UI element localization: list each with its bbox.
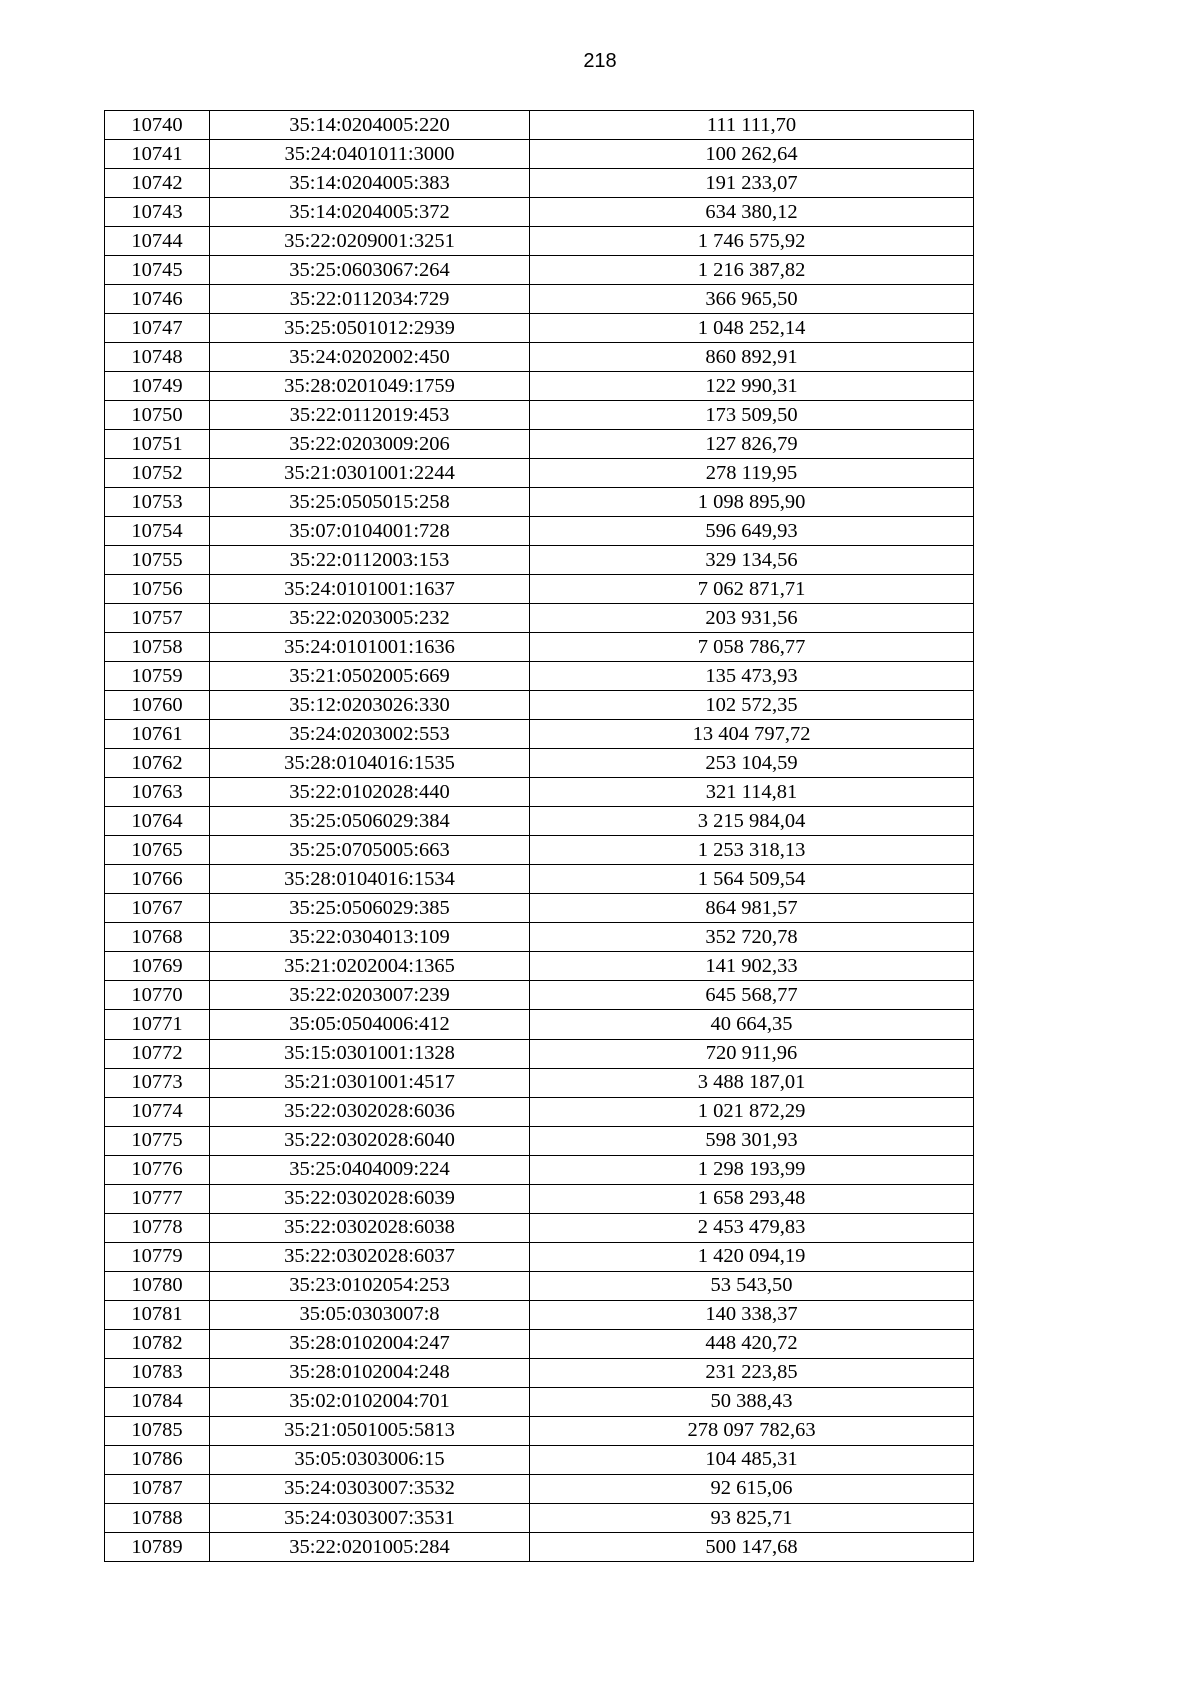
cadastral-value-cell: 7 062 871,71 xyxy=(530,575,974,604)
cadastral-number-cell: 35:25:0506029:385 xyxy=(210,894,530,923)
table-row xyxy=(105,430,974,459)
table-row xyxy=(105,111,974,140)
row-number-cell: 10786 xyxy=(105,1445,210,1474)
table-row xyxy=(105,1068,974,1097)
row-number-cell: 10788 xyxy=(105,1503,210,1532)
row-number-cell: 10767 xyxy=(105,894,210,923)
table-row xyxy=(105,1213,974,1242)
cadastral-value-cell: 366 965,50 xyxy=(530,285,974,314)
cadastral-number-cell: 35:21:0502005:669 xyxy=(210,662,530,691)
cadastral-value-cell: 122 990,31 xyxy=(530,372,974,401)
cadastral-number-cell: 35:22:0304013:109 xyxy=(210,923,530,952)
cadastral-value-cell: 1 746 575,92 xyxy=(530,227,974,256)
cadastral-number-cell: 35:05:0504006:412 xyxy=(210,1010,530,1039)
cadastral-number-cell: 35:28:0104016:1534 xyxy=(210,865,530,894)
cadastral-value-cell: 203 931,56 xyxy=(530,604,974,633)
table-row xyxy=(105,749,974,778)
row-number-cell: 10744 xyxy=(105,227,210,256)
cadastral-value-cell: 448 420,72 xyxy=(530,1329,974,1358)
cadastral-value-cell: 598 301,93 xyxy=(530,1126,974,1155)
row-number-cell: 10754 xyxy=(105,517,210,546)
row-number-cell: 10743 xyxy=(105,198,210,227)
row-number-cell: 10778 xyxy=(105,1213,210,1242)
row-number-cell: 10752 xyxy=(105,459,210,488)
table-row xyxy=(105,227,974,256)
table-row xyxy=(105,140,974,169)
row-number-cell: 10776 xyxy=(105,1155,210,1184)
table-row xyxy=(105,285,974,314)
cadastral-number-cell: 35:22:0302028:6040 xyxy=(210,1126,530,1155)
cadastral-value-cell: 111 111,70 xyxy=(530,111,974,140)
cadastral-number-cell: 35:24:0401011:3000 xyxy=(210,140,530,169)
row-number-cell: 10765 xyxy=(105,836,210,865)
row-number-cell: 10748 xyxy=(105,343,210,372)
cadastral-number-cell: 35:15:0301001:1328 xyxy=(210,1039,530,1068)
row-number-cell: 10783 xyxy=(105,1358,210,1387)
cadastral-number-cell: 35:25:0603067:264 xyxy=(210,256,530,285)
cadastral-value-cell: 634 380,12 xyxy=(530,198,974,227)
table-row xyxy=(105,633,974,662)
row-number-cell: 10787 xyxy=(105,1474,210,1503)
cadastral-value-cell: 253 104,59 xyxy=(530,749,974,778)
cadastral-number-cell: 35:22:0112003:153 xyxy=(210,546,530,575)
cadastral-value-cell: 1 658 293,48 xyxy=(530,1184,974,1213)
cadastral-number-cell: 35:22:0112034:729 xyxy=(210,285,530,314)
cadastral-number-cell: 35:25:0705005:663 xyxy=(210,836,530,865)
cadastral-value-cell: 40 664,35 xyxy=(530,1010,974,1039)
table-row xyxy=(105,691,974,720)
cadastral-number-cell: 35:02:0102004:701 xyxy=(210,1387,530,1416)
row-number-cell: 10751 xyxy=(105,430,210,459)
table-row xyxy=(105,720,974,749)
cadastral-number-cell: 35:22:0302028:6038 xyxy=(210,1213,530,1242)
cadastral-number-cell: 35:24:0101001:1637 xyxy=(210,575,530,604)
table-row xyxy=(105,836,974,865)
cadastral-number-cell: 35:14:0204005:383 xyxy=(210,169,530,198)
cadastral-number-cell: 35:22:0201005:284 xyxy=(210,1532,530,1561)
row-number-cell: 10763 xyxy=(105,778,210,807)
cadastral-value-cell: 92 615,06 xyxy=(530,1474,974,1503)
table-row xyxy=(105,981,974,1010)
cadastral-value-cell: 100 262,64 xyxy=(530,140,974,169)
cadastral-value-cell: 720 911,96 xyxy=(530,1039,974,1068)
table-row xyxy=(105,1329,974,1358)
cadastral-value-cell: 645 568,77 xyxy=(530,981,974,1010)
cadastral-value-cell: 321 114,81 xyxy=(530,778,974,807)
cadastral-value-cell: 864 981,57 xyxy=(530,894,974,923)
cadastral-number-cell: 35:28:0102004:248 xyxy=(210,1358,530,1387)
row-number-cell: 10746 xyxy=(105,285,210,314)
registry-table xyxy=(104,110,974,1562)
cadastral-number-cell: 35:22:0203005:232 xyxy=(210,604,530,633)
cadastral-number-cell: 35:28:0104016:1535 xyxy=(210,749,530,778)
cadastral-number-cell: 35:25:0506029:384 xyxy=(210,807,530,836)
cadastral-value-cell: 1 048 252,14 xyxy=(530,314,974,343)
table-row xyxy=(105,401,974,430)
row-number-cell: 10747 xyxy=(105,314,210,343)
row-number-cell: 10749 xyxy=(105,372,210,401)
table-row xyxy=(105,894,974,923)
cadastral-value-cell: 352 720,78 xyxy=(530,923,974,952)
cadastral-value-cell: 1 420 094,19 xyxy=(530,1242,974,1271)
row-number-cell: 10784 xyxy=(105,1387,210,1416)
table-row xyxy=(105,1010,974,1039)
cadastral-number-cell: 35:24:0101001:1636 xyxy=(210,633,530,662)
row-number-cell: 10764 xyxy=(105,807,210,836)
table-row xyxy=(105,1416,974,1445)
cadastral-number-cell: 35:24:0303007:3532 xyxy=(210,1474,530,1503)
row-number-cell: 10758 xyxy=(105,633,210,662)
table-row xyxy=(105,488,974,517)
cadastral-value-cell: 93 825,71 xyxy=(530,1503,974,1532)
row-number-cell: 10750 xyxy=(105,401,210,430)
row-number-cell: 10745 xyxy=(105,256,210,285)
table-row xyxy=(105,517,974,546)
row-number-cell: 10779 xyxy=(105,1242,210,1271)
table-row xyxy=(105,1358,974,1387)
row-number-cell: 10789 xyxy=(105,1532,210,1561)
table-row xyxy=(105,1503,974,1532)
cadastral-number-cell: 35:25:0404009:224 xyxy=(210,1155,530,1184)
cadastral-number-cell: 35:14:0204005:372 xyxy=(210,198,530,227)
cadastral-number-cell: 35:05:0303007:8 xyxy=(210,1300,530,1329)
table-body xyxy=(105,111,974,1562)
row-number-cell: 10742 xyxy=(105,169,210,198)
cadastral-number-cell: 35:23:0102054:253 xyxy=(210,1271,530,1300)
cadastral-number-cell: 35:07:0104001:728 xyxy=(210,517,530,546)
table-row xyxy=(105,865,974,894)
cadastral-number-cell: 35:12:0203026:330 xyxy=(210,691,530,720)
row-number-cell: 10781 xyxy=(105,1300,210,1329)
table-row xyxy=(105,1097,974,1126)
cadastral-value-cell: 53 543,50 xyxy=(530,1271,974,1300)
table-row xyxy=(105,952,974,981)
table-row xyxy=(105,1242,974,1271)
table-row xyxy=(105,1126,974,1155)
cadastral-number-cell: 35:22:0112019:453 xyxy=(210,401,530,430)
table-row xyxy=(105,575,974,604)
table-row xyxy=(105,778,974,807)
row-number-cell: 10753 xyxy=(105,488,210,517)
cadastral-number-cell: 35:28:0102004:247 xyxy=(210,1329,530,1358)
row-number-cell: 10768 xyxy=(105,923,210,952)
cadastral-value-cell: 231 223,85 xyxy=(530,1358,974,1387)
cadastral-number-cell: 35:21:0202004:1365 xyxy=(210,952,530,981)
cadastral-value-cell: 3 215 984,04 xyxy=(530,807,974,836)
cadastral-number-cell: 35:24:0202002:450 xyxy=(210,343,530,372)
cadastral-number-cell: 35:05:0303006:15 xyxy=(210,1445,530,1474)
cadastral-number-cell: 35:24:0203002:553 xyxy=(210,720,530,749)
cadastral-number-cell: 35:28:0201049:1759 xyxy=(210,372,530,401)
cadastral-value-cell: 135 473,93 xyxy=(530,662,974,691)
cadastral-number-cell: 35:22:0302028:6036 xyxy=(210,1097,530,1126)
table-row xyxy=(105,1039,974,1068)
row-number-cell: 10785 xyxy=(105,1416,210,1445)
row-number-cell: 10757 xyxy=(105,604,210,633)
row-number-cell: 10769 xyxy=(105,952,210,981)
row-number-cell: 10760 xyxy=(105,691,210,720)
cadastral-number-cell: 35:21:0501005:5813 xyxy=(210,1416,530,1445)
cadastral-value-cell: 278 119,95 xyxy=(530,459,974,488)
cadastral-number-cell: 35:25:0501012:2939 xyxy=(210,314,530,343)
cadastral-value-cell: 127 826,79 xyxy=(530,430,974,459)
cadastral-number-cell: 35:22:0302028:6037 xyxy=(210,1242,530,1271)
cadastral-number-cell: 35:22:0302028:6039 xyxy=(210,1184,530,1213)
cadastral-value-cell: 7 058 786,77 xyxy=(530,633,974,662)
cadastral-value-cell: 1 253 318,13 xyxy=(530,836,974,865)
cadastral-value-cell: 102 572,35 xyxy=(530,691,974,720)
cadastral-value-cell: 13 404 797,72 xyxy=(530,720,974,749)
row-number-cell: 10762 xyxy=(105,749,210,778)
table-row xyxy=(105,1445,974,1474)
cadastral-number-cell: 35:22:0102028:440 xyxy=(210,778,530,807)
row-number-cell: 10755 xyxy=(105,546,210,575)
cadastral-value-cell: 2 453 479,83 xyxy=(530,1213,974,1242)
table-row xyxy=(105,1387,974,1416)
table-row xyxy=(105,807,974,836)
table-row xyxy=(105,1532,974,1561)
row-number-cell: 10740 xyxy=(105,111,210,140)
cadastral-value-cell: 141 902,33 xyxy=(530,952,974,981)
cadastral-number-cell: 35:22:0209001:3251 xyxy=(210,227,530,256)
table-row xyxy=(105,314,974,343)
row-number-cell: 10761 xyxy=(105,720,210,749)
row-number-cell: 10771 xyxy=(105,1010,210,1039)
cadastral-value-cell: 173 509,50 xyxy=(530,401,974,430)
table-row xyxy=(105,604,974,633)
cadastral-value-cell: 3 488 187,01 xyxy=(530,1068,974,1097)
table-row xyxy=(105,1155,974,1184)
cadastral-value-cell: 140 338,37 xyxy=(530,1300,974,1329)
table-row xyxy=(105,923,974,952)
row-number-cell: 10774 xyxy=(105,1097,210,1126)
row-number-cell: 10777 xyxy=(105,1184,210,1213)
row-number-cell: 10741 xyxy=(105,140,210,169)
row-number-cell: 10770 xyxy=(105,981,210,1010)
row-number-cell: 10780 xyxy=(105,1271,210,1300)
cadastral-value-cell: 500 147,68 xyxy=(530,1532,974,1561)
row-number-cell: 10759 xyxy=(105,662,210,691)
cadastral-number-cell: 35:22:0203007:239 xyxy=(210,981,530,1010)
table-row xyxy=(105,1184,974,1213)
table-row xyxy=(105,343,974,372)
cadastral-value-cell: 278 097 782,63 xyxy=(530,1416,974,1445)
cadastral-value-cell: 596 649,93 xyxy=(530,517,974,546)
cadastral-number-cell: 35:22:0203009:206 xyxy=(210,430,530,459)
row-number-cell: 10773 xyxy=(105,1068,210,1097)
cadastral-value-cell: 860 892,91 xyxy=(530,343,974,372)
cadastral-value-cell: 1 298 193,99 xyxy=(530,1155,974,1184)
table-row xyxy=(105,169,974,198)
cadastral-value-cell: 1 098 895,90 xyxy=(530,488,974,517)
table-row xyxy=(105,372,974,401)
cadastral-value-cell: 1 564 509,54 xyxy=(530,865,974,894)
row-number-cell: 10756 xyxy=(105,575,210,604)
cadastral-value-cell: 1 021 872,29 xyxy=(530,1097,974,1126)
cadastral-value-cell: 191 233,07 xyxy=(530,169,974,198)
table-row xyxy=(105,662,974,691)
page-number: 218 xyxy=(583,50,617,72)
row-number-cell: 10766 xyxy=(105,865,210,894)
cadastral-value-cell: 104 485,31 xyxy=(530,1445,974,1474)
cadastral-number-cell: 35:25:0505015:258 xyxy=(210,488,530,517)
row-number-cell: 10772 xyxy=(105,1039,210,1068)
cadastral-value-cell: 1 216 387,82 xyxy=(530,256,974,285)
table-row xyxy=(105,1300,974,1329)
cadastral-number-cell: 35:24:0303007:3531 xyxy=(210,1503,530,1532)
cadastral-number-cell: 35:14:0204005:220 xyxy=(210,111,530,140)
table-row xyxy=(105,546,974,575)
row-number-cell: 10782 xyxy=(105,1329,210,1358)
cadastral-value-cell: 329 134,56 xyxy=(530,546,974,575)
cadastral-value-cell: 50 388,43 xyxy=(530,1387,974,1416)
cadastral-number-cell: 35:21:0301001:4517 xyxy=(210,1068,530,1097)
table-row xyxy=(105,198,974,227)
table-row xyxy=(105,256,974,285)
table-row xyxy=(105,459,974,488)
table-row xyxy=(105,1271,974,1300)
cadastral-number-cell: 35:21:0301001:2244 xyxy=(210,459,530,488)
table-row xyxy=(105,1474,974,1503)
row-number-cell: 10775 xyxy=(105,1126,210,1155)
